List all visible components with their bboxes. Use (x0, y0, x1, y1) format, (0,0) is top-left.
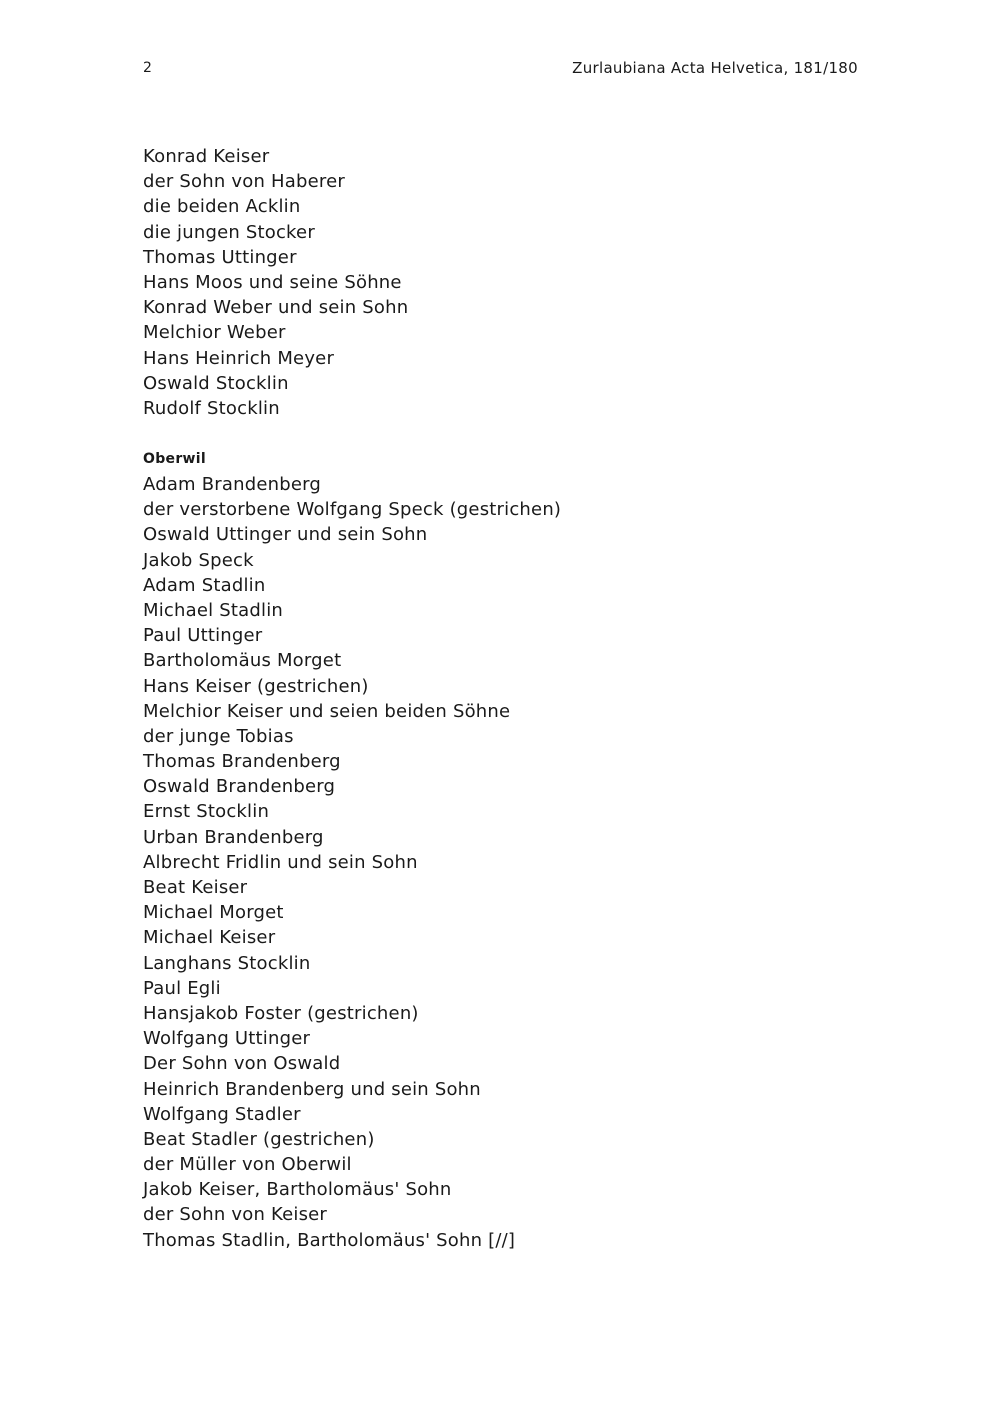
list-item: Urban Brandenberg (143, 826, 324, 848)
list-item: Thomas Uttinger (143, 246, 297, 268)
list-item: Rudolf Stocklin (143, 397, 280, 419)
list-item: Hans Keiser (gestrichen) (143, 675, 369, 697)
section-heading: Oberwil (143, 451, 206, 467)
list-item: Der Sohn von Oswald (143, 1053, 341, 1075)
list-item: Thomas Brandenberg (143, 751, 341, 773)
list-item: Wolfgang Stadler (143, 1103, 301, 1125)
list-item: die beiden Acklin (143, 196, 301, 218)
list-item: Konrad Keiser (143, 146, 270, 167)
list-item: Langhans Stocklin (143, 952, 311, 974)
list-item: Oswald Stocklin (143, 372, 289, 394)
list-item: Oswald Uttinger und sein Sohn (143, 524, 428, 546)
list-item: Jakob Speck (143, 549, 254, 571)
list-item: Michael Keiser (143, 927, 276, 949)
list-item: Hansjakob Foster (gestrichen) (143, 1002, 419, 1024)
name-list-continued (143, 144, 408, 421)
running-header-title: Zurlaubiana Acta Helvetica, 181/180 (572, 59, 858, 77)
list-item: Albrecht Fridlin und sein Sohn (143, 851, 418, 873)
list-item: Thomas Stadlin, Bartholomäus' Sohn [//] (143, 1229, 516, 1251)
list-item: Adam Brandenberg (143, 474, 322, 495)
list-item: Hans Heinrich Meyer (143, 347, 335, 369)
list-item: Bartholomäus Morget (143, 650, 342, 672)
list-item: Beat Keiser (143, 877, 248, 898)
list-item: Michael Stadlin (143, 599, 284, 621)
list-item: Ernst Stocklin (143, 801, 270, 823)
list-item: Adam Stadlin (143, 574, 266, 596)
list-item: der Sohn von Haberer (143, 171, 345, 193)
list-item: der Müller von Oberwil (143, 1154, 352, 1176)
list-item: Oswald Brandenberg (143, 776, 336, 798)
list-item: Melchior Weber (143, 322, 286, 344)
oberwil-section (143, 447, 561, 1253)
list-item: der Sohn von Keiser (143, 1204, 328, 1226)
list-item: der verstorbene Wolfgang Speck (gestrichen) (143, 499, 562, 521)
list-item: Jakob Keiser, Bartholomäus' Sohn (143, 1179, 452, 1201)
list-item: Melchior Keiser und seien beiden Söhne (143, 700, 511, 722)
list-item: Konrad Weber und sein Sohn (143, 297, 409, 319)
list-item: Beat Stadler (gestrichen) (143, 1128, 375, 1150)
list-item: die jungen Stocker (143, 221, 315, 243)
page-number: 2 (143, 60, 152, 76)
list-item: Paul Uttinger (143, 625, 263, 647)
list-item: Michael Morget (143, 902, 284, 924)
list-item: Heinrich Brandenberg und sein Sohn (143, 1078, 481, 1100)
list-item: Paul Egli (143, 977, 221, 999)
list-item: Hans Moos und seine Söhne (143, 271, 402, 293)
list-item: Wolfgang Uttinger (143, 1028, 311, 1050)
list-item: der junge Tobias (143, 725, 294, 747)
